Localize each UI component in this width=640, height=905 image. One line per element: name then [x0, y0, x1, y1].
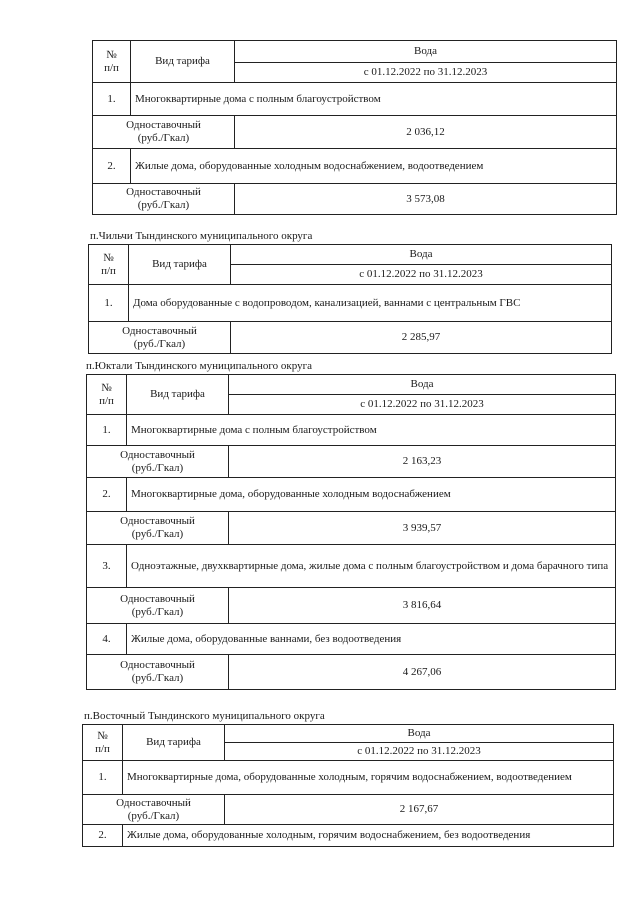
header-service: Вода: [229, 375, 616, 395]
header-kind: Вид тарифа: [131, 41, 235, 83]
row-description: Многоквартирные дома с полным благоустройством: [127, 415, 616, 446]
row-num: 1.: [93, 83, 131, 116]
row-num: 4.: [87, 624, 127, 655]
rate-value: 3 816,64: [229, 588, 616, 624]
rate-label: Одноставочный (руб./Гкал): [83, 795, 225, 825]
rate-label: Одноставочный (руб./Гкал): [93, 116, 235, 149]
row-description: Многоквартирные дома с полным благоустройством: [131, 83, 617, 116]
row-description: Жилые дома, оборудованные холодным, горячим водоснабжением, без водоотведения: [123, 825, 614, 847]
tariff-table-3: [86, 374, 616, 690]
rate-label: Одноставочный (руб./Гкал): [87, 588, 229, 624]
header-service: Вода: [235, 41, 617, 63]
row-description: Одноэтажные, двухквартирные дома, жилые дома с полным благоустройством и дома барачного типа: [127, 545, 616, 588]
row-description: Жилые дома, оборудованные ваннами, без водоотведения: [127, 624, 616, 655]
rate-value: 2 163,23: [229, 446, 616, 478]
row-description: Дома оборудованные с водопроводом, канализацией, ваннами с центральным ГВС: [129, 285, 612, 322]
row-description: Многоквартирные дома, оборудованные холодным водоснабжением: [127, 478, 616, 512]
rate-label: Одноставочный (руб./Гкал): [87, 655, 229, 690]
row-num: 3.: [87, 545, 127, 588]
tariff-table-1: [92, 40, 617, 215]
row-num: 2.: [83, 825, 123, 847]
row-description: Многоквартирные дома, оборудованные холодным, горячим водоснабжением, водоотведением: [123, 761, 614, 795]
rate-label: Одноставочный (руб./Гкал): [87, 512, 229, 545]
header-period: с 01.12.2022 по 31.12.2023: [229, 395, 616, 415]
header-kind: Вид тарифа: [127, 375, 229, 415]
header-period: с 01.12.2022 по 31.12.2023: [235, 63, 617, 83]
header-num: № п/п: [89, 245, 129, 285]
section-caption: п.Чильчи Тындинского муниципального округа: [90, 230, 313, 242]
rate-value: 2 036,12: [235, 116, 617, 149]
row-num: 2.: [93, 149, 131, 184]
rate-value: 2 167,67: [225, 795, 614, 825]
section-caption: п.Юктали Тындинского муниципального округа: [86, 360, 313, 372]
header-num: № п/п: [83, 725, 123, 761]
section-caption: п.Восточный Тындинского муниципального округа: [84, 710, 325, 722]
rate-value: 3 573,08: [235, 184, 617, 215]
header-num: № п/п: [93, 41, 131, 83]
rate-value: 3 939,57: [229, 512, 616, 545]
rate-value: 4 267,06: [229, 655, 616, 690]
tariff-table-4: [82, 724, 614, 847]
rate-label: Одноставочный (руб./Гкал): [93, 184, 235, 215]
rate-label: Одноставочный (руб./Гкал): [87, 446, 229, 478]
header-period: с 01.12.2022 по 31.12.2023: [231, 265, 612, 285]
tariff-table-2: [88, 244, 612, 354]
row-num: 1.: [87, 415, 127, 446]
row-num: 1.: [89, 285, 129, 322]
header-service: Вода: [225, 725, 614, 743]
rate-value: 2 285,97: [231, 322, 612, 354]
row-num: 2.: [87, 478, 127, 512]
header-num: № п/п: [87, 375, 127, 415]
row-num: 1.: [83, 761, 123, 795]
header-kind: Вид тарифа: [129, 245, 231, 285]
header-service: Вода: [231, 245, 612, 265]
header-period: с 01.12.2022 по 31.12.2023: [225, 743, 614, 761]
rate-label: Одноставочный (руб./Гкал): [89, 322, 231, 354]
row-description: Жилые дома, оборудованные холодным водоснабжением, водоотведением: [131, 149, 617, 184]
header-kind: Вид тарифа: [123, 725, 225, 761]
